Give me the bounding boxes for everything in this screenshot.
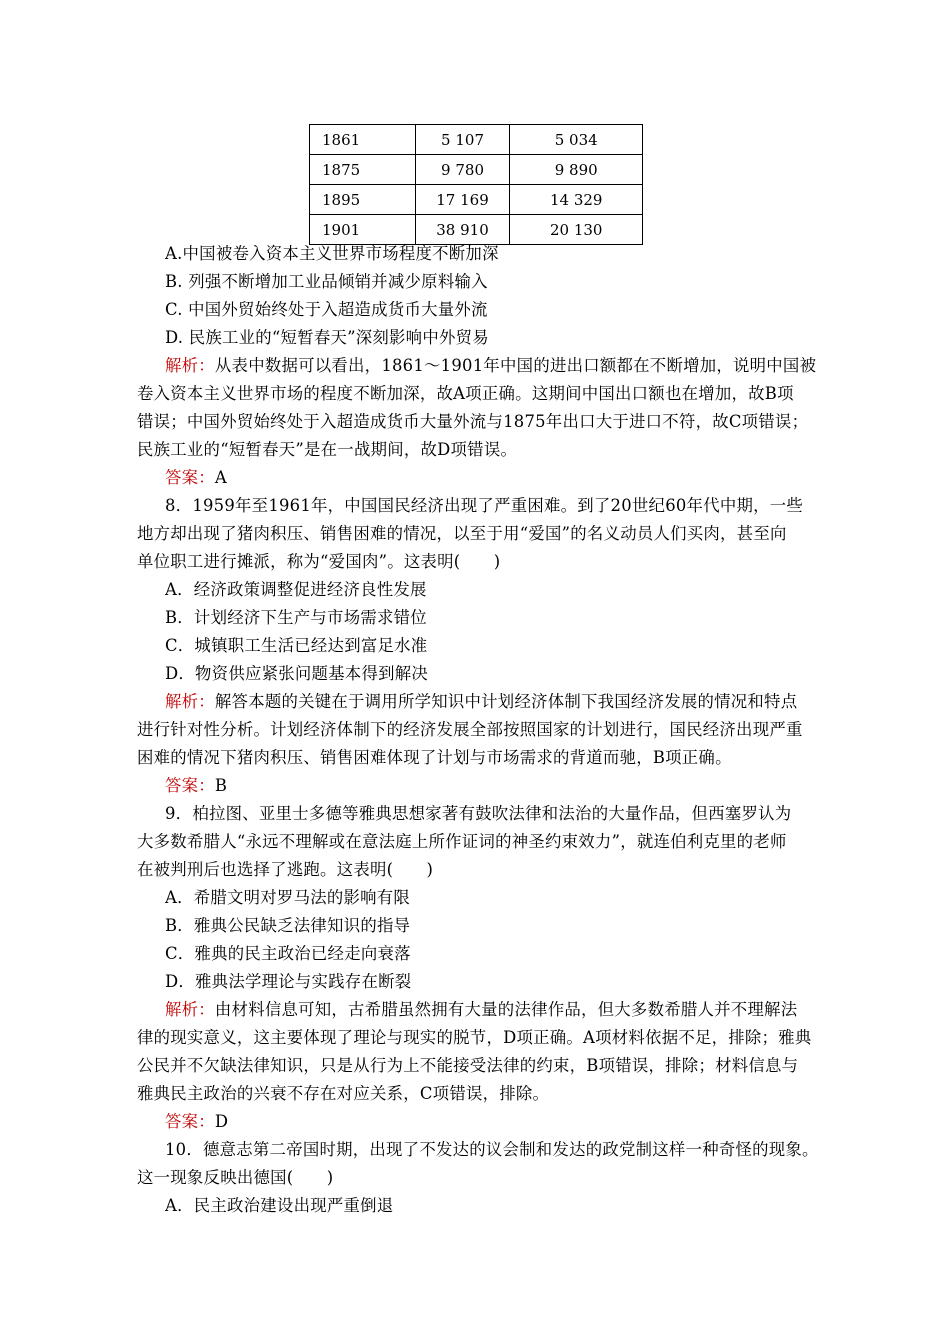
q8-option-d: D．物资供应紧张问题基本得到解决 xyxy=(165,664,428,683)
q9-option-b: B．雅典公民缺乏法律知识的指导 xyxy=(165,916,411,935)
table-cell-value: 38 910 xyxy=(415,215,510,245)
q9-analysis-line: 公民并不欠缺法律知识，只是从行为上不能接受法律的约束，B项错误，排除；材料信息与 xyxy=(137,1056,799,1075)
q9-answer-line xyxy=(137,1108,817,1136)
q7-analysis-line: 卷入资本主义世界市场的程度不断加深，故A项正确。这期间中国出口额也在增加，故B项 xyxy=(137,384,794,403)
q8-analysis-text: 解答本题的关键在于调用所学知识中计划经济体制下我国经济发展的情况和特点 xyxy=(214,692,798,711)
q7-option-a: A.中国被卷入资本主义世界市场程度不断加深 xyxy=(165,244,499,263)
q9-stem-line: 在被判刑后也选择了逃跑。这表明( ) xyxy=(137,860,434,879)
q8-answer: B xyxy=(214,776,228,795)
q7-option-c: C. 中国外贸始终处于入超造成货币大量外流 xyxy=(165,300,488,319)
q8-option-b: B．计划经济下生产与市场需求错位 xyxy=(165,608,427,627)
q7-option-b: B. 列强不断增加工业品倾销并减少原料输入 xyxy=(165,272,488,291)
table-cell-year: 1875 xyxy=(310,155,416,185)
q7-option-d: D. 民族工业的“短暂春天”深刻影响中外贸易 xyxy=(165,328,489,347)
q8-answer-line xyxy=(137,772,817,800)
answer-label: 答案： xyxy=(165,1112,215,1131)
q7-analysis-line: 错误；中国外贸始终处于入超造成货币大量外流与1875年出口大于进口不符，故C项错误； xyxy=(137,412,809,431)
analysis-label: 解析： xyxy=(165,1000,215,1019)
table-cell-value: 9 780 xyxy=(415,155,510,185)
table-cell-year: 1901 xyxy=(310,215,416,245)
table-row xyxy=(310,125,643,155)
q7-analysis-line xyxy=(137,352,817,380)
q9-answer: D xyxy=(214,1112,229,1131)
q7-answer: A xyxy=(214,468,228,487)
q9-option-d: D．雅典法学理论与实践存在断裂 xyxy=(165,972,412,991)
q9-option-c: C．雅典的民主政治已经走向衰落 xyxy=(165,944,411,963)
q9-stem-line: 大多数希腊人“永远不理解或在意法庭上所作证词的神圣约束效力”，就连伯利克里的老师 xyxy=(137,832,787,851)
q9-analysis-line xyxy=(137,996,817,1024)
trade-data-table xyxy=(309,124,643,245)
q8-stem-line: 单位职工进行摊派，称为“爱国肉”。这表明( ) xyxy=(137,552,501,571)
q7-answer-line xyxy=(137,464,817,492)
q8-option-a: A．经济政策调整促进经济良性发展 xyxy=(165,580,427,599)
q8-stem-line: 8．1959年至1961年，中国国民经济出现了严重困难。到了20世纪60年代中期，一些 xyxy=(165,496,804,515)
q8-option-c: C．城镇职工生活已经达到富足水准 xyxy=(165,636,428,655)
table-cell-value: 20 130 xyxy=(510,215,643,245)
q7-analysis-line: 民族工业的“短暂春天”是在一战期间，故D项错误。 xyxy=(137,440,518,459)
q8-analysis-line: 进行针对性分析。计划经济体制下的经济发展全部按照国家的计划进行，国民经济出现严重 xyxy=(137,720,803,739)
q10-option-a: A．民主政治建设出现严重倒退 xyxy=(165,1196,394,1215)
q10-stem-line: 10．德意志第二帝国时期，出现了不发达的议会制和发达的政党制这样一种奇怪的现象。 xyxy=(165,1140,819,1159)
table-row xyxy=(310,185,643,215)
q8-stem-line: 地方却出现了猪肉积压、销售困难的情况，以至于用“爱国”的名义动员人们买肉，甚至向 xyxy=(137,524,787,543)
table-cell-value: 14 329 xyxy=(510,185,643,215)
table-cell-value: 17 169 xyxy=(415,185,510,215)
q9-analysis-line: 律的现实意义，这主要体现了理论与现实的脱节，D项正确。A项材料依据不足，排除；雅典 xyxy=(137,1028,812,1047)
table-cell-year: 1861 xyxy=(310,125,416,155)
q9-stem-line: 9．柏拉图、亚里士多德等雅典思想家著有鼓吹法律和法治的大量作品，但西塞罗认为 xyxy=(165,804,792,823)
q7-analysis-text: 从表中数据可以看出，1861～1901年中国的进出口额都在不断增加，说明中国被 xyxy=(214,356,817,375)
q8-analysis-line: 困难的情况下猪肉积压、销售困难体现了计划与市场需求的背道而驰，B项正确。 xyxy=(137,748,732,767)
table-cell-value: 5 034 xyxy=(510,125,643,155)
q9-option-a: A．希腊文明对罗马法的影响有限 xyxy=(165,888,411,907)
analysis-label: 解析： xyxy=(165,692,215,711)
answer-label: 答案： xyxy=(165,468,215,487)
answer-label: 答案： xyxy=(165,776,215,795)
document-body xyxy=(137,240,817,1220)
q8-analysis-line xyxy=(137,688,817,716)
table-cell-year: 1895 xyxy=(310,185,416,215)
q9-analysis-text: 由材料信息可知，古希腊虽然拥有大量的法律作品，但大多数希腊人并不理解法 xyxy=(214,1000,798,1019)
analysis-label: 解析： xyxy=(165,356,215,375)
table-cell-value: 5 107 xyxy=(415,125,510,155)
table-cell-value: 9 890 xyxy=(510,155,643,185)
q10-stem-line: 这一现象反映出德国( ) xyxy=(137,1168,334,1187)
q9-analysis-line: 雅典民主政治的兴衰不存在对应关系，C项错误，排除。 xyxy=(137,1084,550,1103)
table-row xyxy=(310,155,643,185)
